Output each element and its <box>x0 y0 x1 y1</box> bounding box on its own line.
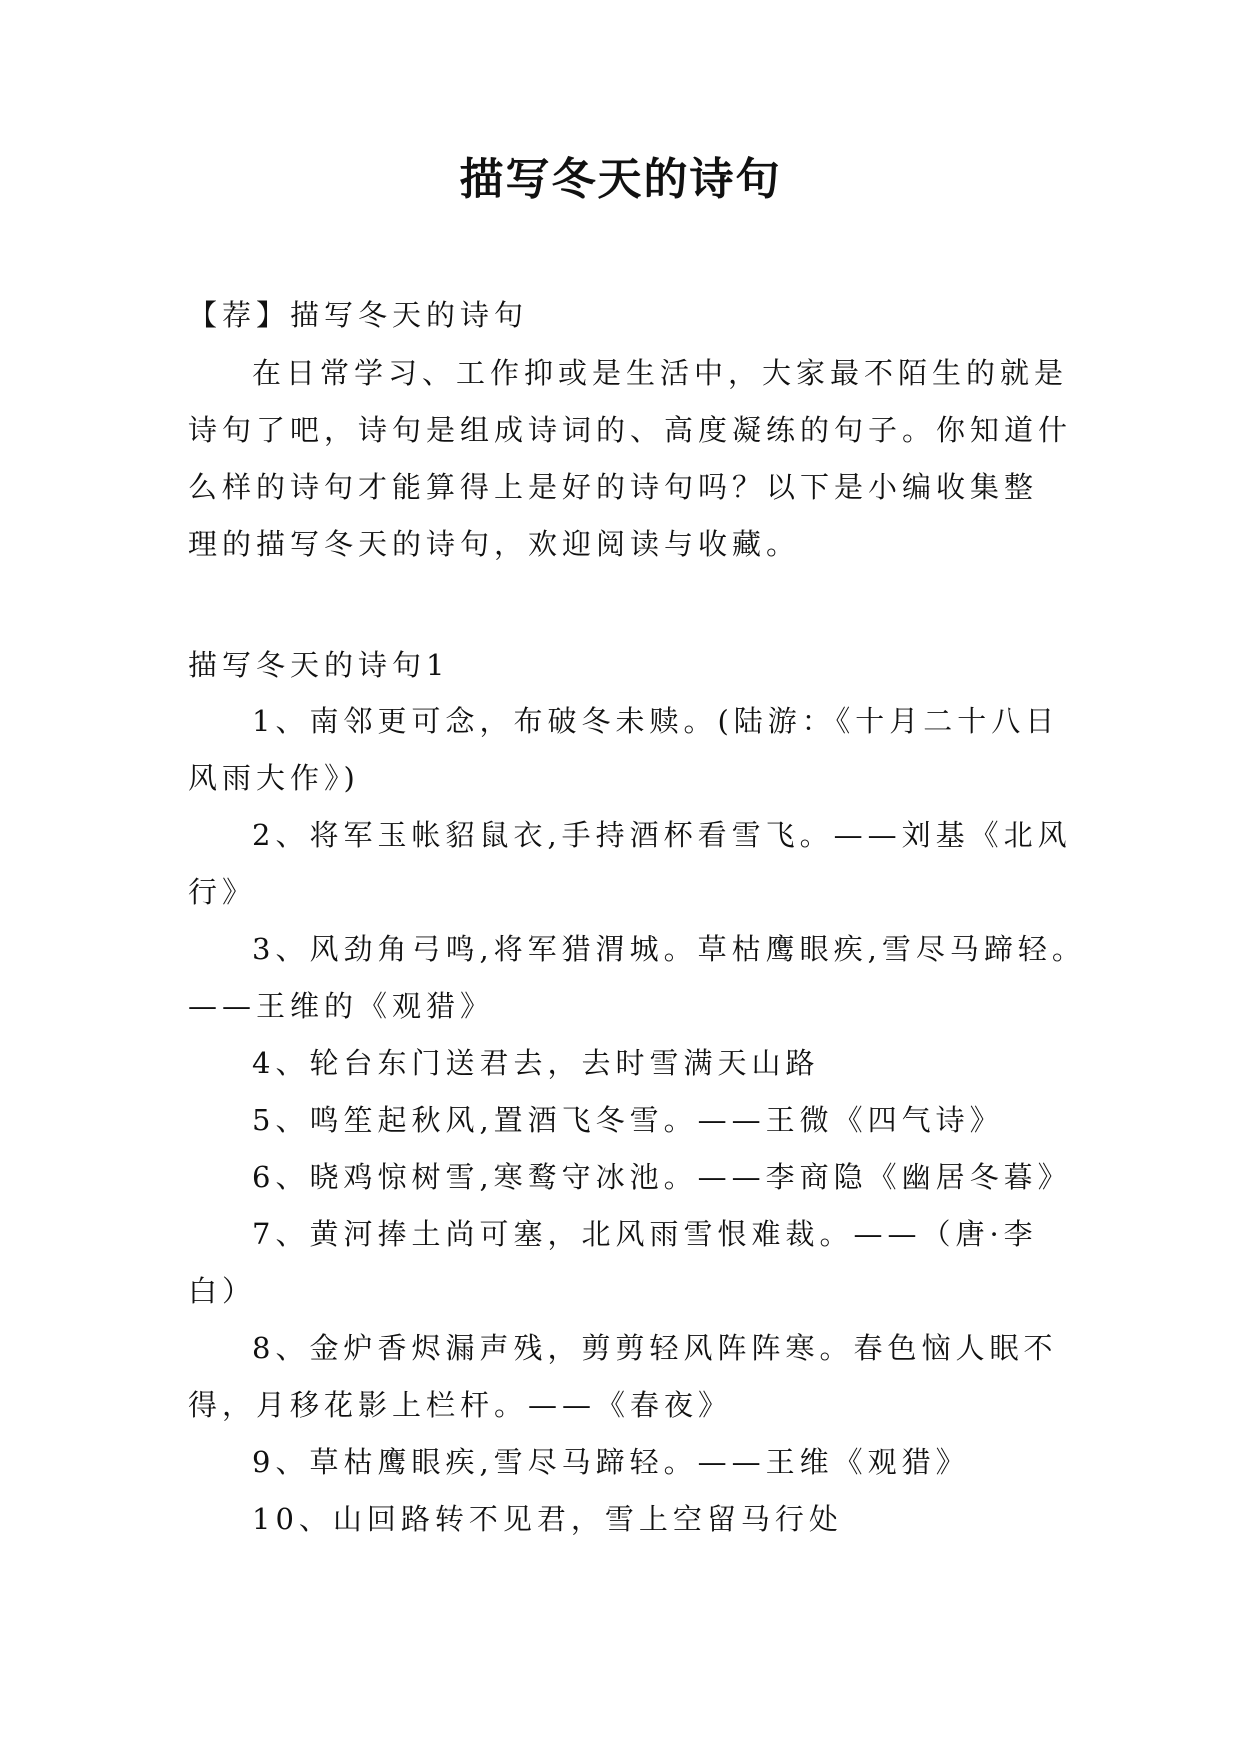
document-title: 描写冬天的诗句 <box>459 154 782 205</box>
section-heading <box>188 637 1068 694</box>
poem-item: 7、黄河捧土尚可塞，北风雨雪恨难裁。——（唐·李 <box>252 1217 1038 1251</box>
intro-line: 在日常学习、工作抑或是生活中，大家最不陌生的就是 <box>252 356 1069 390</box>
section-heading-text: 描写冬天的诗句1 <box>188 648 450 682</box>
poem-list <box>188 693 1086 1548</box>
poem-item: 8、金炉香烬漏声残，剪剪轻风阵阵寒。春色恼人眠不 <box>252 1331 1058 1365</box>
poem-item: 5、鸣笙起秋风,置酒飞冬雪。——王微《四气诗》 <box>252 1103 1004 1137</box>
poem-item: 3、风劲角弓鸣,将军猎渭城。草枯鹰眼疾,雪尽马蹄轻。 <box>252 932 1086 966</box>
poem-item: 4、轮台东门送君去，去时雪满天山路 <box>252 1046 820 1080</box>
intro-line: 么样的诗句才能算得上是好的诗句吗？以下是小编收集整 <box>188 470 1039 504</box>
intro-line: 理的描写冬天的诗句，欢迎阅读与收藏。 <box>188 527 801 561</box>
poem-item-continuation: ——王维的《观猎》 <box>188 989 495 1023</box>
poem-item-continuation: 白） <box>188 1274 257 1308</box>
poem-item: 6、晓鸡惊树雪,寒鹜守冰池。——李商隐《幽居冬暮》 <box>252 1160 1072 1194</box>
intro-paragraph <box>188 345 1073 573</box>
recommend-line <box>188 287 1068 344</box>
poem-item: 2、将军玉帐貂鼠衣,手持酒杯看雪飞。——刘基《北风 <box>252 818 1072 852</box>
poem-item: 9、草枯鹰眼疾,雪尽马蹄轻。——王维《观猎》 <box>252 1445 970 1479</box>
recommend-text: 【荐】描写冬天的诗句 <box>188 298 529 332</box>
poem-item-continuation: 行》 <box>188 875 257 909</box>
poem-item: 10、山回路转不见君，雪上空留马行处 <box>252 1502 843 1536</box>
intro-line: 诗句了吧，诗句是组成诗词的、高度凝练的句子。你知道什 <box>188 413 1073 447</box>
poem-item-continuation: 风雨大作》) <box>188 761 360 795</box>
poem-item: 1、南邻更可念，布破冬未赎。(陆游：《十月二十八日 <box>252 704 1060 738</box>
poem-item-continuation: 得，月移花影上栏杆。——《春夜》 <box>188 1388 733 1422</box>
